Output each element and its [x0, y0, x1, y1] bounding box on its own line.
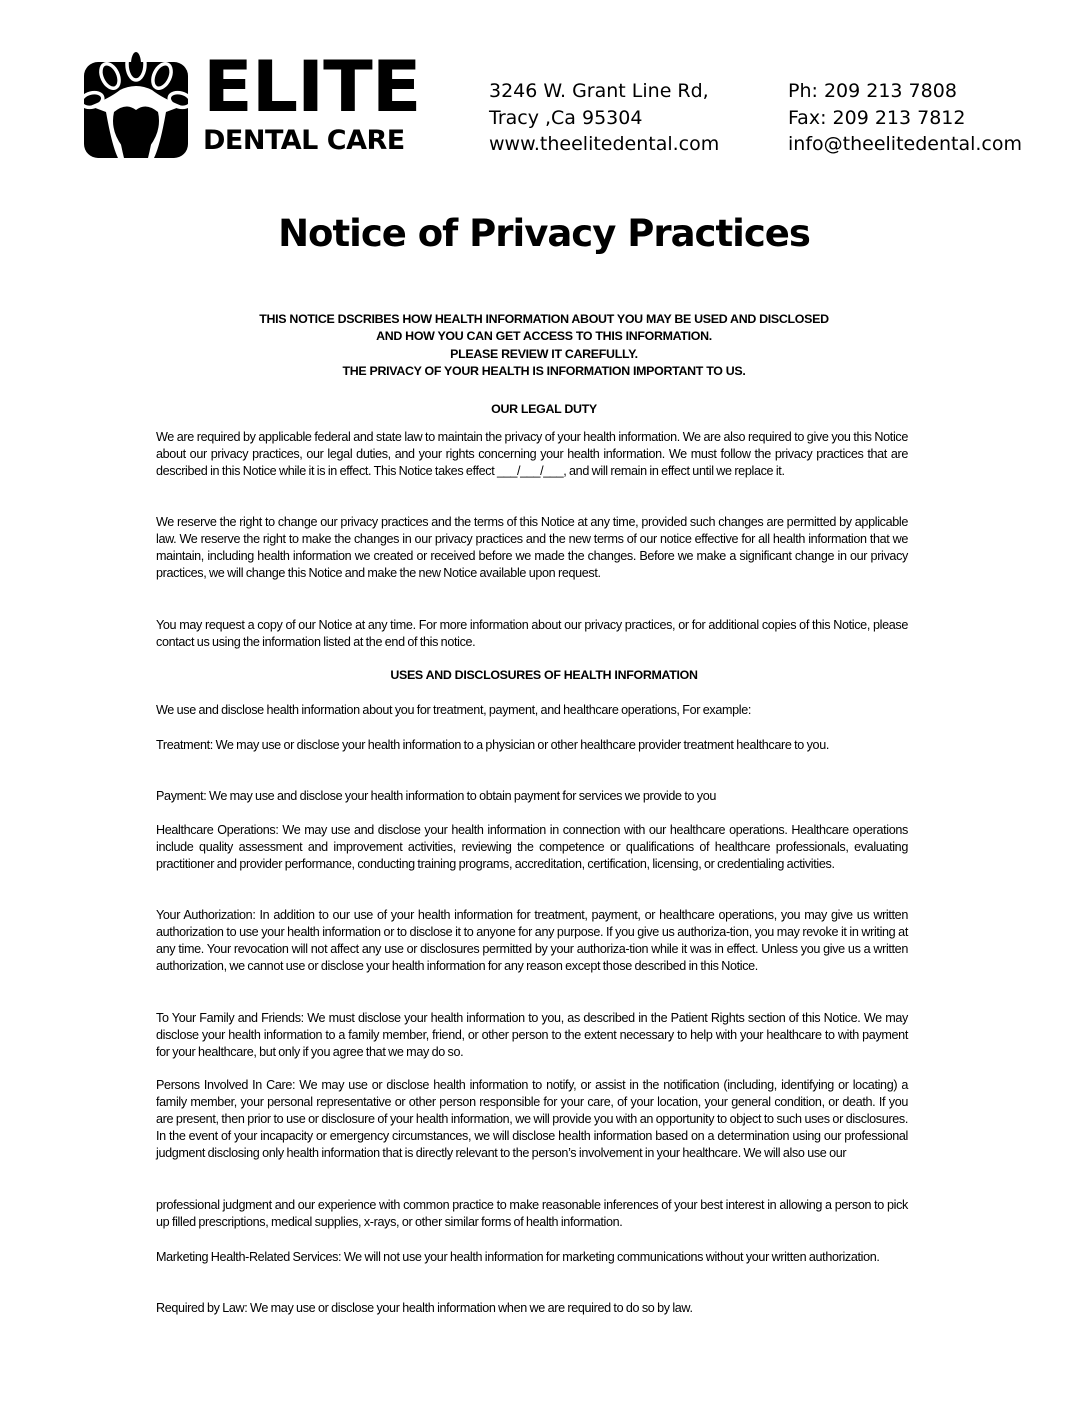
- notice-line: THIS NOTICE DSCRIBES HOW HEALTH INFORMATION ABOUT YOU MAY BE USED AND DISCLOSED: [259, 312, 829, 326]
- tooth-crown-logo-icon: [80, 46, 192, 158]
- address-street: 3246 W. Grant Line Rd,: [489, 80, 709, 102]
- address-block: [489, 78, 719, 158]
- page-title: Notice of Privacy Practices: [278, 212, 810, 255]
- clinic-logo: [80, 46, 421, 158]
- section-heading-uses-disclosures: USES AND DISCLOSURES OF HEALTH INFORMATION: [390, 668, 698, 682]
- notice-summary: [0, 311, 1088, 380]
- paragraph-treatment: Treatment: We may use or disclose your health information to a physician or other healthcare provider treatment healthcare to you.: [156, 738, 830, 752]
- paragraph-request-copy: You may request a copy of our Notice at any time. For more information about our privacy practices, or for additional copies of this Notice, please contact us using the information listed at the end of this notice.: [156, 618, 908, 650]
- address-city: Tracy ,Ca 95304: [489, 106, 643, 129]
- phone-number: Ph: 209 213 7808: [788, 80, 957, 102]
- paragraph-persons-involved: Persons Involved In Care: We may use or disclose health information to notify, or assist in the notification (including, identifying or locating) a family member, your personal representative or other person responsible for your care, of your location, your general condition, or death. If you are present, then prior to use or disclosure of your health information, we will provide you with an opportunity to object to such uses or disclosures. In the event of your incapacity or emergency circumstances, we will disclose health information based on a determination using our professional judgment disclosing only health information that is directly relevant to the person’s involvement in your healthcare. We will also use our: [156, 1078, 908, 1161]
- paragraph-authorization: Your Authorization: In addition to our use of your health information for treatment, payment, or healthcare operations, you may give us written authorization to use your health information or to disclose it to anyone for any purpose. If you give us authoriza-tion, you may revoke it in writing at any time. Your revocation will not affect any use or disclosures permitted by your authoriza-tion while it was in effect. Unless you give us a written authorization, we cannot use or disclose your health information for any reason except those described in this Notice.: [156, 908, 908, 974]
- notice-line: THE PRIVACY OF YOUR HEALTH IS INFORMATION IMPORTANT TO US.: [342, 363, 746, 378]
- paragraph-reserve-right: We reserve the right to change our privacy practices and the terms of this Notice at any time, provided such changes are permitted by applicable law. We reserve the right to make the changes in our privacy practices and the new terms of our notice effective for all health information that we maintain, including health information we created or received before we made the changes. Before we make a significant change in our privacy practices, we will change this Notice and make the new Notice available upon request.: [156, 515, 908, 581]
- section-heading-legal-duty: OUR LEGAL DUTY: [491, 402, 597, 416]
- notice-line: PLEASE REVIEW IT CAREFULLY.: [450, 346, 638, 361]
- paragraph-payment: Payment: We may use and disclose your health information to obtain payment for services we provide to you: [156, 789, 717, 803]
- paragraph-marketing: Marketing Health-Related Services: We will not use your health information for marketing communications without your written authorization.: [156, 1250, 880, 1264]
- logo-subtitle: DENTAL CARE: [203, 125, 405, 156]
- logo-wordmark: ELITE: [203, 46, 421, 128]
- website-link[interactable]: www.theelitedental.com: [489, 133, 720, 155]
- paragraph-uses-intro: We use and disclose health information about you for treatment, payment, and healthcare operations, For example:: [156, 703, 752, 717]
- contact-block: [788, 78, 1022, 158]
- paragraph-required-by-law: Required by Law: We may use or disclose your health information when we are required to do so by law.: [156, 1301, 693, 1315]
- fax-number: Fax: 209 213 7812: [788, 106, 966, 129]
- paragraph-healthcare-operations: Healthcare Operations: We may use and disclose your health information in connection with our healthcare operations. Healthcare operations include quality assessment and improvement activities, reviewing the competence or qualifications of healthcare professionals, evaluating practitioner and provider performance, conducting training programs, accreditation, certification, licensing, or credentialing activities.: [156, 823, 908, 872]
- paragraph-professional-judgment: professional judgment and our experience with common practice to make reasonable inferences of your best interest in allowing a person to pick up filled prescriptions, medical supplies, x-rays, or other similar forms of health information.: [156, 1198, 908, 1230]
- email-link[interactable]: info@theelitedental.com: [788, 133, 1022, 155]
- paragraph-family-friends: To Your Family and Friends: We must disclose your health information to you, as described in the Patient Rights section of this Notice. We may disclose your health information to a family member, friend, or other person to the extent necessary to help with your healthcare to with payment for your healthcare, but only if you agree that we may do so.: [156, 1011, 908, 1060]
- notice-line: AND HOW YOU CAN GET ACCESS TO THIS INFORMATION.: [376, 329, 712, 344]
- paragraph-legal-duty: We are required by applicable federal and state law to maintain the privacy of your health information. We are also required to give you this Notice about our privacy practices, our legal duties, and your rights concerning your health information. We must follow the privacy practices that are described in this Notice while it is in effect. This Notice takes effect ___/___/___, and will remain in effect until we replace it.: [156, 430, 908, 479]
